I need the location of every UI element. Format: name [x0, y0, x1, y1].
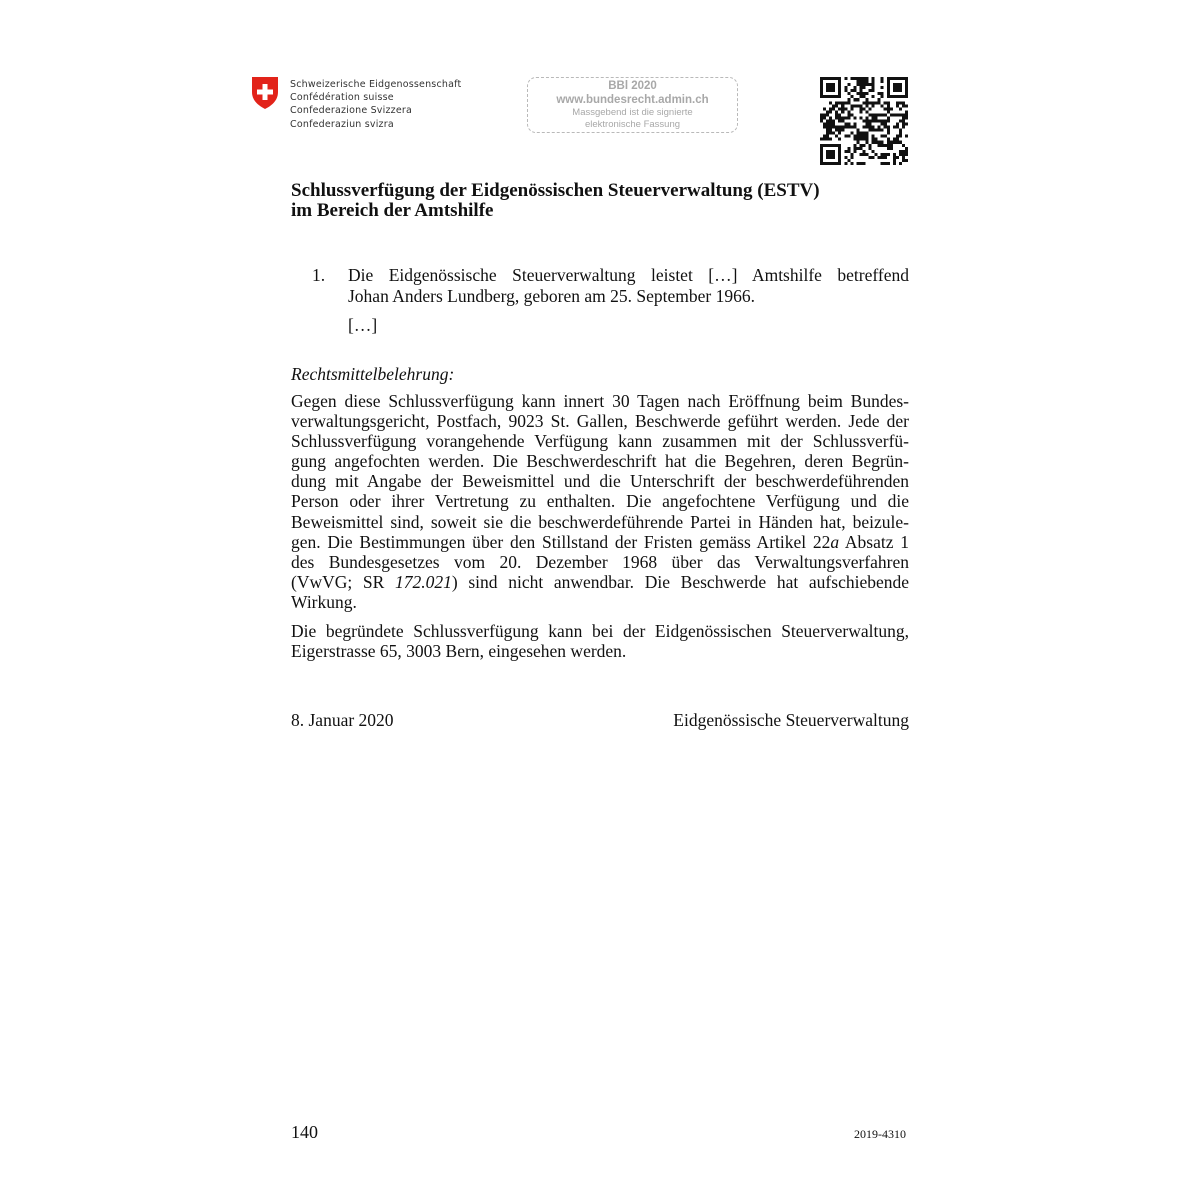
- paragraph-line: dung mit Angabe der Beweismittel und die Unterschrift der beschwerdeführenden: [291, 471, 909, 492]
- document-date: 8. Januar 2020: [291, 710, 394, 730]
- paragraph-line: Eigerstrasse 65, 3003 Bern, eingesehen werden.: [291, 641, 627, 662]
- federation-name-it: Confederazione Svizzera: [290, 105, 413, 117]
- remedy-paragraph: [291, 391, 909, 612]
- paragraph-line: gung angefochten werden. Die Beschwerdeschrift hat die Begehren, deren Begrün-: [291, 451, 909, 472]
- title-line-1: Schlussverfügung der Eidgenössischen Steuerverwaltung (ESTV): [291, 180, 820, 201]
- paragraph-line: Person oder ihrer Vertretung zu enthalten. Die angefochtene Verfügung und die: [291, 491, 909, 512]
- paragraph-line: Beweismittel sind, soweit sie die beschwerdeführende Partei in Händen hat, beizule-: [291, 511, 909, 532]
- stamp-line-1: BBl 2020: [608, 80, 657, 92]
- bbl-stamp: [527, 77, 738, 133]
- stamp-line-3: Massgebend ist die signierte: [572, 107, 693, 118]
- swiss-crest-icon: [251, 76, 279, 110]
- stamp-line-2: www.bundesrecht.admin.ch: [556, 94, 709, 106]
- list-item-text: [348, 265, 909, 307]
- list-item-line-2: Johan Anders Lundberg, geboren am 25. September 1966.: [348, 286, 755, 306]
- federation-names: [290, 78, 461, 131]
- inspection-paragraph: [291, 621, 909, 661]
- paragraph-line: Die begründete Schlussverfügung kann bei der Eidgenössischen Steuerverwaltung,: [291, 621, 909, 641]
- document-number: 2019-4310: [854, 1127, 906, 1141]
- paragraph-line: (VwVG; SR 172.021) sind nicht anwendbar. Die Beschwerde hat aufschiebende: [291, 571, 909, 592]
- paragraph-line: verwaltungsgericht, Postfach, 9023 St. Gallen, Beschwerde geführt werden. Jede der: [291, 411, 909, 432]
- title-line-2: im Bereich der Amtshilfe: [291, 200, 494, 221]
- remedy-heading: Rechtsmittelbelehrung:: [291, 364, 455, 384]
- federation-name-rm: Confederaziun svizra: [290, 118, 394, 130]
- stamp-line-4: elektronische Fassung: [584, 118, 681, 130]
- paragraph-line: Gegen diese Schlussverfügung kann innert 30 Tagen nach Eröffnung beim Bundes-: [291, 391, 909, 411]
- omission-mark: […]: [348, 315, 378, 335]
- document-title: [291, 181, 931, 221]
- qr-code-icon: [820, 77, 908, 165]
- federation-name-de: Schweizerische Eidgenossenschaft: [290, 79, 462, 90]
- paragraph-line: gen. Die Bestimmungen über den Stillstand der Fristen gemäss Artikel 22a Absatz 1: [291, 531, 909, 552]
- paragraph-line: Schlussverfügung vorangehende Verfügung kann zusammen mit der Schlussverfü-: [291, 431, 909, 452]
- list-item-number: 1.: [312, 265, 326, 285]
- page-number: 140: [291, 1122, 318, 1142]
- paragraph-line: des Bundesgesetzes vom 20. Dezember 1968 über das Verwaltungsverfahren: [291, 551, 909, 572]
- issuing-authority: Eidgenössische Steuerverwaltung: [673, 710, 909, 730]
- federation-name-fr: Confédération suisse: [290, 92, 394, 104]
- paragraph-line: Wirkung.: [291, 591, 357, 612]
- list-item-line-1: Die Eidgenössische Steuerverwaltung leistet […] Amtshilfe betreffend: [348, 265, 909, 285]
